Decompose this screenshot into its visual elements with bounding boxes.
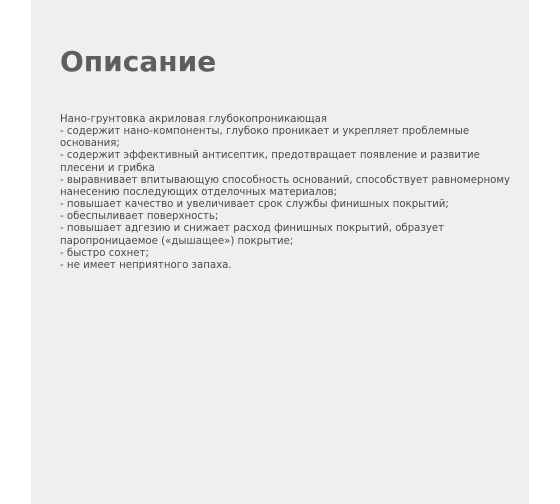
description-line: - повышает качество и увеличивает срок службы финишных покрытий; <box>60 199 449 211</box>
description-panel <box>31 0 529 504</box>
description-line: Нано-грунтовка акриловая глубокопроникающая <box>60 114 328 125</box>
description-line: - содержит эффективный антисептик, предотвращает появление и развитие <box>60 150 480 162</box>
description-line: - содержит нано-компоненты, глубоко проникает и укрепляет проблемные <box>60 126 470 138</box>
description-line: - не имеет неприятного запаха. <box>60 259 232 271</box>
description-line: паропроницаемое («дышащее») покрытие; <box>60 235 294 247</box>
description-text <box>60 114 515 272</box>
description-line: - повышает адгезию и снижает расход финишных покрытий, образует <box>60 223 445 235</box>
description-line: - выравнивает впитывающую способность оснований, способствует равномерному <box>60 174 511 186</box>
description-line: плесени и грибка <box>60 162 155 174</box>
section-title: Описание <box>60 45 217 78</box>
description-line: - обеспыливает поверхность; <box>60 211 219 223</box>
description-line: нанесению последующих отделочных материалов; <box>60 186 338 198</box>
description-line: - быстро сохнет; <box>60 247 149 259</box>
description-line: основания; <box>60 138 120 150</box>
